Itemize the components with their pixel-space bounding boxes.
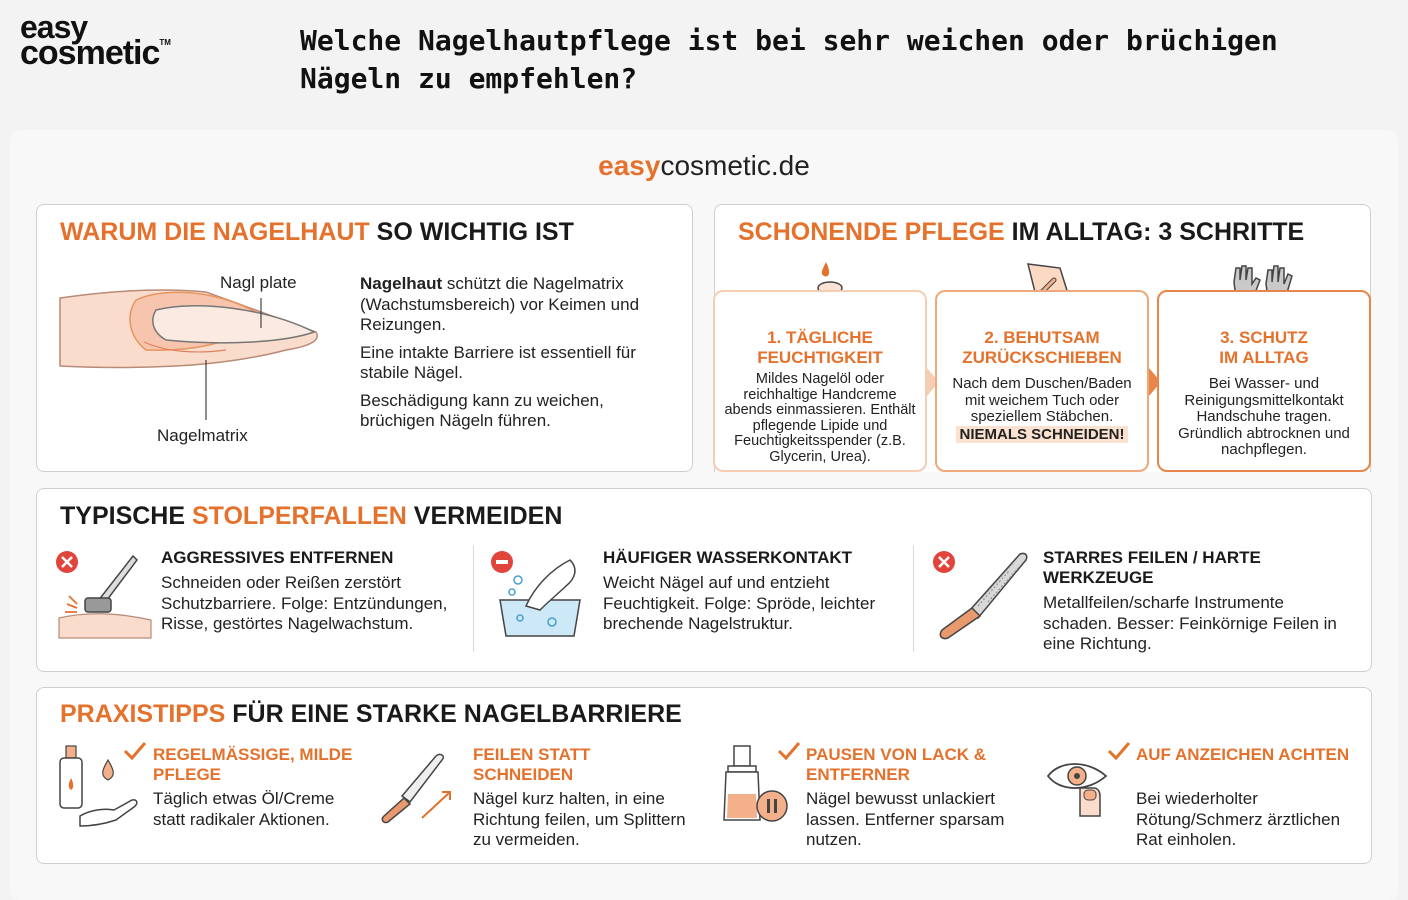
why-paragraph-2: Eine intakte Barriere ist essentiell für stabile Nägel. xyxy=(360,342,636,382)
pitfall-1-body: Schneiden oder Reißen zerstört Schutzbarriere. Folge: Entzündungen, Risse, gestörtes Nagelwachstum. xyxy=(161,573,448,633)
care-step-2: 2. BEHUTSAM ZURÜCKSCHIEBEN Nach dem Duschen/Baden mit weichem Tuch oder speziellem Stäbchen. NIEMALS SCHNEIDEN! xyxy=(935,290,1149,472)
check-icon xyxy=(776,740,802,762)
why-paragraph-1: Nagelhaut schützt die Nagelmatrix (Wachstumsbereich) vor Keimen und Reizungen. xyxy=(360,274,640,334)
nail-clipper-icon xyxy=(55,548,155,642)
site-name: easycosmetic.de xyxy=(598,150,810,181)
why-text xyxy=(360,274,670,439)
logo-line1: easy xyxy=(20,9,88,45)
care-title: SCHONENDE PFLEGE IM ALLTAG: 3 SCHRITTE xyxy=(738,218,1305,246)
care-step-1: 1. TÄGLICHE FEUCHTIGKEIT Mildes Nagelöl oder reichhaltige Handcreme abends einmassieren. Enthält pflegende Lipide und Feuchtigkeitsspender (z.B. Glycerin, Urea). xyxy=(713,290,927,472)
check-icon xyxy=(1106,740,1132,762)
logo-tm: TM xyxy=(159,38,171,48)
tip-3-title: PAUSEN VON LACK & ENTFERNER xyxy=(806,745,987,784)
pitfall-3-title: STARRES FEILEN / HARTE WERKZEUGE xyxy=(1043,548,1261,587)
tip-2-body: Nägel kurz halten, in eine Richtung feilen, um Splittern zu vermeiden. xyxy=(473,789,686,849)
pitfall-2-title: HÄUFIGER WASSERKONTAKT xyxy=(603,548,853,567)
care-step-3: 3. SCHUTZ IM ALLTAG Bei Wasser- und Reinigungsmittelkontakt Handschuhe tragen. Gründlich abtrocknen und nachpflegen. xyxy=(1157,290,1371,472)
why-title: WARUM DIE NAGELHAUT SO WICHTIG IST xyxy=(60,218,574,246)
pitfall-divider-1 xyxy=(473,546,474,652)
label-nail-matrix: Nagelmatrix xyxy=(157,426,248,445)
tip-1-body: Täglich etwas Öl/Creme statt radikaler Aktionen. xyxy=(153,789,335,829)
pitfall-2-body: Weicht Nägel auf und entzieht Feuchtigkeit. Folge: Spröde, leichter brechende Nagelstruktur. xyxy=(603,573,876,633)
water-hand-icon xyxy=(490,548,590,642)
tip-4-title: AUF ANZEICHEN ACHTEN xyxy=(1136,745,1350,764)
pitfalls-title: TYPISCHE STOLPERFALLEN VERMEIDEN xyxy=(60,502,563,530)
tip-2-title: FEILEN STATT SCHNEIDEN xyxy=(473,745,591,784)
never-cut-warning: NIEMALS SCHNEIDEN! xyxy=(956,426,1127,443)
pitfall-1-title: AGGRESSIVES ENTFERNEN xyxy=(161,548,394,567)
tip-4-body: Bei wiederholter Rötung/Schmerz ärztlichen Rat einholen. xyxy=(1136,789,1341,849)
label-nail-plate: Nagl plate xyxy=(220,273,297,292)
metal-file-icon xyxy=(930,548,1030,642)
nail-file-icon xyxy=(378,744,462,828)
pitfall-3-body: Metallfeilen/scharfe Instrumente schaden. Besser: Feinkörnige Feilen in eine Richtung. xyxy=(1043,593,1337,653)
check-icon xyxy=(122,740,148,762)
question-title: Welche Nagelhautpflege ist bei sehr weichen oder brüchigen Nägeln zu empfehlen? xyxy=(300,24,1278,95)
tips-title: PRAXISTIPPS FÜR EINE STARKE NAGELBARRIERE xyxy=(60,700,682,728)
eye-finger-icon xyxy=(1044,752,1114,822)
tip-1-title: REGELMÄSSIGE, MILDE PFLEGE xyxy=(153,745,353,784)
why-paragraph-3: Beschädigung kann zu weichen, brüchigen Nägeln führen. xyxy=(360,390,604,430)
brand-logo xyxy=(20,9,171,73)
tip-3-body: Nägel bewusst unlackiert lassen. Entferner sparsam nutzen. xyxy=(806,789,1005,849)
pitfall-divider-2 xyxy=(913,546,914,652)
nail-diagram-icon xyxy=(56,280,326,450)
logo-line2: cosmetic xyxy=(20,34,160,73)
